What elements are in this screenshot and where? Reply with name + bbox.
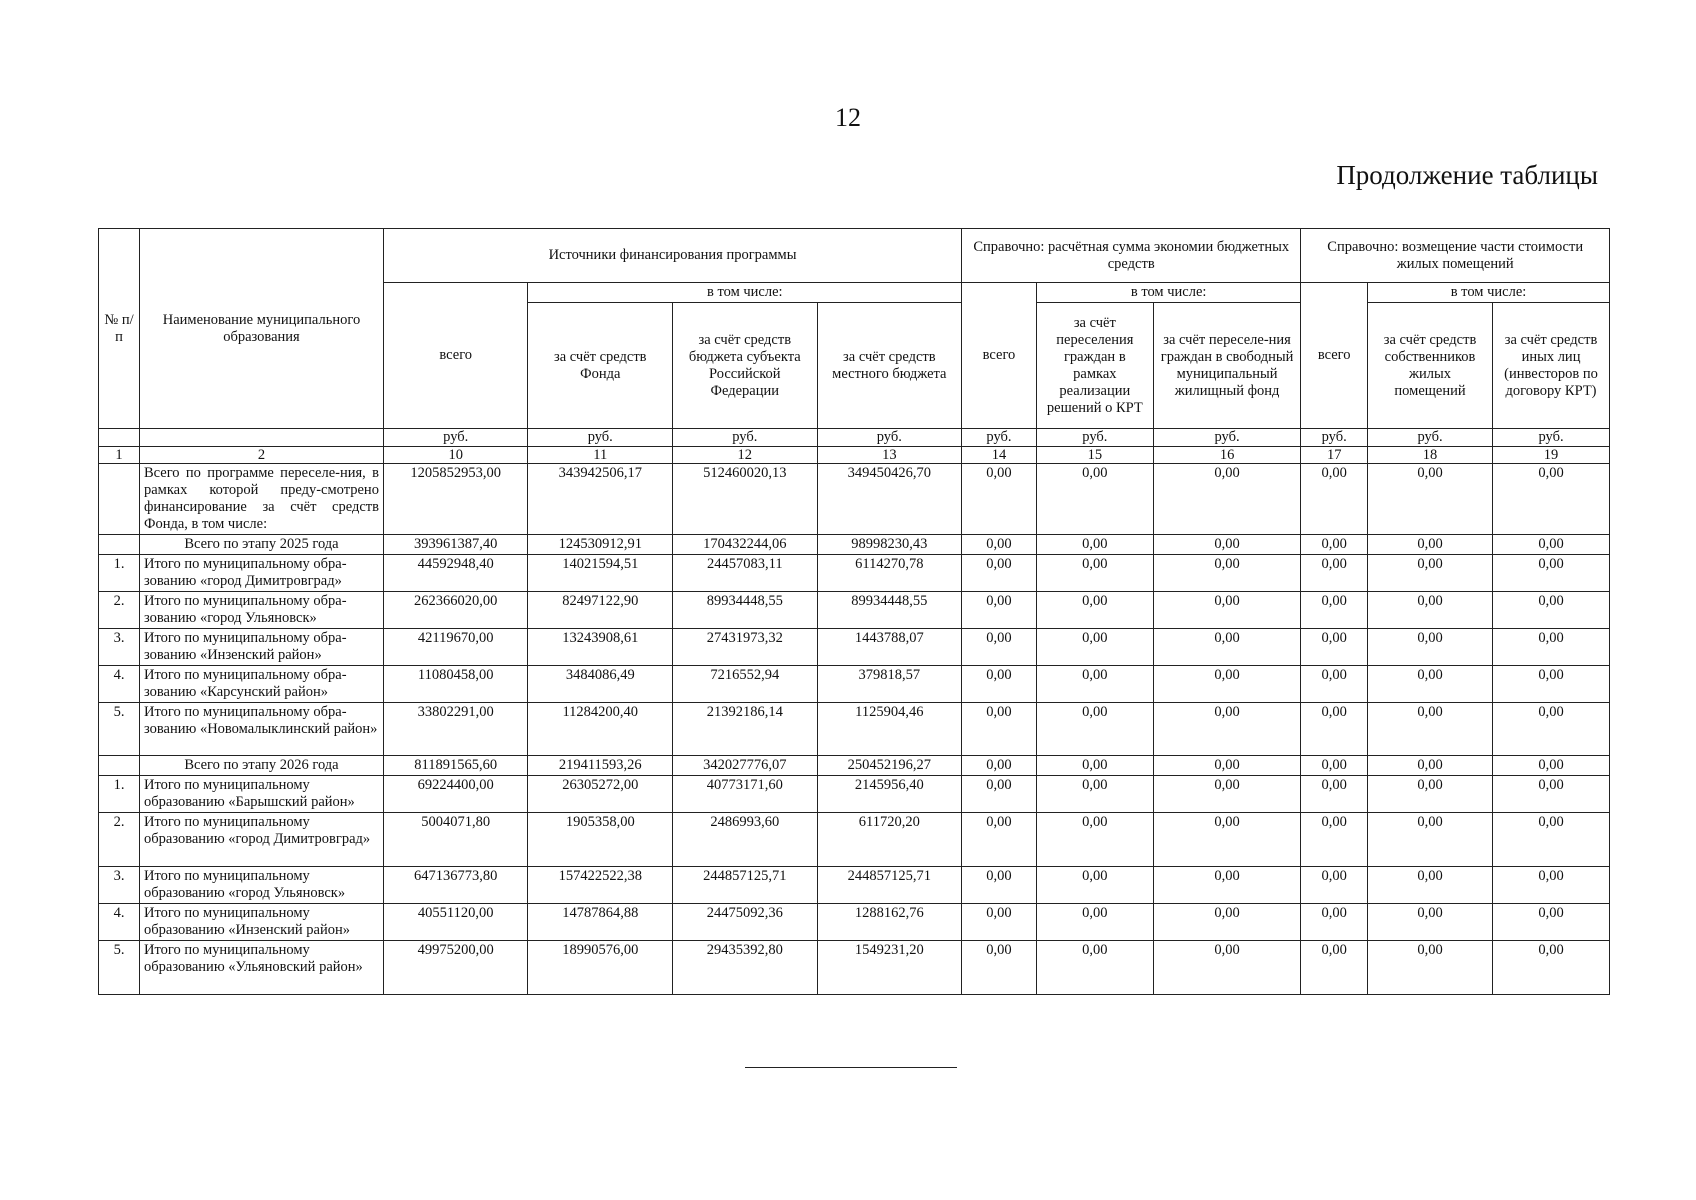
value-cell: 0,00 bbox=[1368, 555, 1493, 592]
value-cell: 0,00 bbox=[962, 756, 1037, 776]
value-cell: 0,00 bbox=[1153, 904, 1301, 941]
value-cell: 0,00 bbox=[1036, 703, 1153, 756]
value-cell: 379818,57 bbox=[817, 666, 962, 703]
unit-label: руб. bbox=[1301, 429, 1368, 447]
municipality-name: Итого по муниципальному обра-зованию «город Ульяновск» bbox=[140, 592, 384, 629]
row-number: 5. bbox=[99, 941, 140, 995]
value-cell: 29435392,80 bbox=[673, 941, 818, 995]
value-cell: 26305272,00 bbox=[528, 776, 673, 813]
value-cell: 0,00 bbox=[1301, 756, 1368, 776]
value-cell: 0,00 bbox=[1368, 776, 1493, 813]
value-cell: 170432244,06 bbox=[673, 535, 818, 555]
value-cell: 0,00 bbox=[1301, 703, 1368, 756]
value-cell: 0,00 bbox=[1493, 776, 1610, 813]
value-cell: 0,00 bbox=[1493, 535, 1610, 555]
header-resettlement-free-fund: за счёт переселе-ния граждан в свободный муниципальный жилищный фонд bbox=[1153, 303, 1301, 429]
continuation-title: Продолжение таблицы bbox=[1336, 160, 1598, 190]
value-cell: 11284200,40 bbox=[528, 703, 673, 756]
unit-label: руб. bbox=[528, 429, 673, 447]
value-cell: 250452196,27 bbox=[817, 756, 962, 776]
column-number: 13 bbox=[817, 447, 962, 464]
value-cell: 11080458,00 bbox=[383, 666, 528, 703]
value-cell: 1549231,20 bbox=[817, 941, 962, 995]
table-row bbox=[99, 535, 1610, 555]
municipality-name: Итого по муниципальному образованию «Ульяновский район» bbox=[140, 941, 384, 995]
value-cell: 0,00 bbox=[1493, 464, 1610, 535]
header-resettlement-krt: за счёт переселения граждан в рамках реализации решений о КРТ bbox=[1036, 303, 1153, 429]
value-cell: 124530912,91 bbox=[528, 535, 673, 555]
value-cell: 0,00 bbox=[1368, 813, 1493, 867]
table-row bbox=[99, 703, 1610, 756]
unit-label: руб. bbox=[1493, 429, 1610, 447]
table-row bbox=[99, 776, 1610, 813]
row-number: 5. bbox=[99, 703, 140, 756]
value-cell: 0,00 bbox=[1036, 464, 1153, 535]
value-cell: 0,00 bbox=[962, 904, 1037, 941]
row-number: 1. bbox=[99, 555, 140, 592]
value-cell: 89934448,55 bbox=[817, 592, 962, 629]
row-number: 3. bbox=[99, 867, 140, 904]
column-number: 2 bbox=[140, 447, 384, 464]
value-cell: 7216552,94 bbox=[673, 666, 818, 703]
value-cell: 89934448,55 bbox=[673, 592, 818, 629]
value-cell: 343942506,17 bbox=[528, 464, 673, 535]
value-cell: 0,00 bbox=[962, 867, 1037, 904]
municipality-name: Итого по муниципальному обра-зованию «город Димитровград» bbox=[140, 555, 384, 592]
unit-label: руб. bbox=[817, 429, 962, 447]
value-cell: 0,00 bbox=[1368, 867, 1493, 904]
value-cell: 0,00 bbox=[1368, 464, 1493, 535]
value-cell: 1288162,76 bbox=[817, 904, 962, 941]
column-number: 14 bbox=[962, 447, 1037, 464]
value-cell: 0,00 bbox=[1493, 941, 1610, 995]
header-including: в том числе: bbox=[1036, 283, 1300, 303]
value-cell: 0,00 bbox=[1493, 703, 1610, 756]
column-number: 18 bbox=[1368, 447, 1493, 464]
header-including: в том числе: bbox=[1368, 283, 1610, 303]
value-cell: 244857125,71 bbox=[817, 867, 962, 904]
unit-label: руб. bbox=[1036, 429, 1153, 447]
column-number: 15 bbox=[1036, 447, 1153, 464]
value-cell: 0,00 bbox=[1153, 555, 1301, 592]
value-cell: 0,00 bbox=[1301, 904, 1368, 941]
value-cell: 0,00 bbox=[1301, 666, 1368, 703]
unit-label: руб. bbox=[962, 429, 1037, 447]
value-cell: 0,00 bbox=[1301, 776, 1368, 813]
value-cell: 0,00 bbox=[1153, 464, 1301, 535]
value-cell: 0,00 bbox=[1301, 464, 1368, 535]
value-cell: 5004071,80 bbox=[383, 813, 528, 867]
table-row bbox=[99, 904, 1610, 941]
table-row bbox=[99, 555, 1610, 592]
value-cell: 14021594,51 bbox=[528, 555, 673, 592]
value-cell: 0,00 bbox=[1036, 535, 1153, 555]
value-cell: 0,00 bbox=[1301, 555, 1368, 592]
column-number: 10 bbox=[383, 447, 528, 464]
column-number: 16 bbox=[1153, 447, 1301, 464]
value-cell: 0,00 bbox=[1036, 867, 1153, 904]
value-cell: 1443788,07 bbox=[817, 629, 962, 666]
table-row bbox=[99, 756, 1610, 776]
header-row-number: № п/п bbox=[99, 229, 140, 429]
value-cell: 0,00 bbox=[1493, 666, 1610, 703]
value-cell: 0,00 bbox=[1153, 941, 1301, 995]
value-cell: 1125904,46 bbox=[817, 703, 962, 756]
value-cell: 0,00 bbox=[1301, 592, 1368, 629]
value-cell: 27431973,32 bbox=[673, 629, 818, 666]
value-cell: 0,00 bbox=[1153, 703, 1301, 756]
header-reference-savings: Справочно: расчётная сумма экономии бюджетных средств bbox=[962, 229, 1301, 283]
value-cell: 2145956,40 bbox=[817, 776, 962, 813]
municipality-name: Всего по программе переселе-ния, в рамках которой преду-смотрено финансирование за счёт средств Фонда, в том числе: bbox=[140, 464, 384, 535]
value-cell: 0,00 bbox=[1036, 666, 1153, 703]
value-cell: 0,00 bbox=[1153, 666, 1301, 703]
value-cell: 0,00 bbox=[1153, 813, 1301, 867]
header-financing-sources: Источники финансирования программы bbox=[383, 229, 961, 283]
value-cell: 262366020,00 bbox=[383, 592, 528, 629]
value-cell: 0,00 bbox=[1036, 813, 1153, 867]
value-cell: 24457083,11 bbox=[673, 555, 818, 592]
row-number bbox=[99, 756, 140, 776]
value-cell: 0,00 bbox=[1368, 941, 1493, 995]
bottom-rule bbox=[745, 1067, 957, 1068]
value-cell: 0,00 bbox=[1368, 756, 1493, 776]
value-cell: 0,00 bbox=[1368, 703, 1493, 756]
row-number: 4. bbox=[99, 666, 140, 703]
value-cell: 1905358,00 bbox=[528, 813, 673, 867]
unit-spacer bbox=[140, 429, 384, 447]
value-cell: 0,00 bbox=[1153, 776, 1301, 813]
table-row bbox=[99, 813, 1610, 867]
municipality-name: Итого по муниципальному обра-зованию «Новомалыклинский район» bbox=[140, 703, 384, 756]
value-cell: 0,00 bbox=[1301, 941, 1368, 995]
header-total: всего bbox=[962, 283, 1037, 429]
value-cell: 0,00 bbox=[1368, 592, 1493, 629]
value-cell: 33802291,00 bbox=[383, 703, 528, 756]
value-cell: 42119670,00 bbox=[383, 629, 528, 666]
value-cell: 0,00 bbox=[1153, 629, 1301, 666]
value-cell: 811891565,60 bbox=[383, 756, 528, 776]
value-cell: 2486993,60 bbox=[673, 813, 818, 867]
value-cell: 0,00 bbox=[1368, 535, 1493, 555]
value-cell: 0,00 bbox=[1036, 904, 1153, 941]
value-cell: 98998230,43 bbox=[817, 535, 962, 555]
value-cell: 219411593,26 bbox=[528, 756, 673, 776]
table-row bbox=[99, 666, 1610, 703]
unit-label: руб. bbox=[673, 429, 818, 447]
header-owners-funds: за счёт средств собственников жилых помещений bbox=[1368, 303, 1493, 429]
value-cell: 0,00 bbox=[1493, 867, 1610, 904]
municipality-name: Всего по этапу 2026 года bbox=[140, 756, 384, 776]
unit-label: руб. bbox=[383, 429, 528, 447]
value-cell: 0,00 bbox=[962, 776, 1037, 813]
value-cell: 0,00 bbox=[1036, 941, 1153, 995]
value-cell: 244857125,71 bbox=[673, 867, 818, 904]
row-number: 1. bbox=[99, 776, 140, 813]
value-cell: 40773171,60 bbox=[673, 776, 818, 813]
value-cell: 0,00 bbox=[962, 555, 1037, 592]
header-local-budget: за счёт средств местного бюджета bbox=[817, 303, 962, 429]
value-cell: 6114270,78 bbox=[817, 555, 962, 592]
value-cell: 18990576,00 bbox=[528, 941, 673, 995]
value-cell: 0,00 bbox=[1368, 666, 1493, 703]
value-cell: 49975200,00 bbox=[383, 941, 528, 995]
value-cell: 0,00 bbox=[1153, 592, 1301, 629]
header-total: всего bbox=[1301, 283, 1368, 429]
value-cell: 0,00 bbox=[1301, 867, 1368, 904]
value-cell: 0,00 bbox=[1301, 813, 1368, 867]
value-cell: 0,00 bbox=[1493, 592, 1610, 629]
municipality-name: Итого по муниципальному образованию «город Димитровград» bbox=[140, 813, 384, 867]
row-number: 4. bbox=[99, 904, 140, 941]
unit-label: руб. bbox=[1153, 429, 1301, 447]
page-number: 12 bbox=[835, 103, 861, 132]
value-cell: 40551120,00 bbox=[383, 904, 528, 941]
value-cell: 0,00 bbox=[962, 666, 1037, 703]
row-number: 2. bbox=[99, 813, 140, 867]
value-cell: 0,00 bbox=[1036, 592, 1153, 629]
value-cell: 0,00 bbox=[1368, 904, 1493, 941]
value-cell: 157422522,38 bbox=[528, 867, 673, 904]
municipality-name: Всего по этапу 2025 года bbox=[140, 535, 384, 555]
table-row bbox=[99, 629, 1610, 666]
table-row bbox=[99, 592, 1610, 629]
value-cell: 0,00 bbox=[1301, 535, 1368, 555]
value-cell: 44592948,40 bbox=[383, 555, 528, 592]
value-cell: 0,00 bbox=[1036, 756, 1153, 776]
column-number: 12 bbox=[673, 447, 818, 464]
value-cell: 0,00 bbox=[962, 535, 1037, 555]
value-cell: 0,00 bbox=[1036, 555, 1153, 592]
value-cell: 0,00 bbox=[1036, 776, 1153, 813]
value-cell: 512460020,13 bbox=[673, 464, 818, 535]
value-cell: 1205852953,00 bbox=[383, 464, 528, 535]
column-number: 19 bbox=[1493, 447, 1610, 464]
row-number: 2. bbox=[99, 592, 140, 629]
row-number bbox=[99, 535, 140, 555]
column-number: 17 bbox=[1301, 447, 1368, 464]
municipality-name: Итого по муниципальному образованию «Барышский район» bbox=[140, 776, 384, 813]
value-cell: 0,00 bbox=[962, 464, 1037, 535]
value-cell: 342027776,07 bbox=[673, 756, 818, 776]
header-municipality-name: Наименование муниципального образования bbox=[140, 229, 384, 429]
row-number: 3. bbox=[99, 629, 140, 666]
value-cell: 0,00 bbox=[962, 941, 1037, 995]
table-row bbox=[99, 464, 1610, 535]
municipality-name: Итого по муниципальному образованию «Инзенский район» bbox=[140, 904, 384, 941]
value-cell: 69224400,00 bbox=[383, 776, 528, 813]
row-number bbox=[99, 464, 140, 535]
header-subject-budget: за счёт средств бюджета субъекта Российской Федерации bbox=[673, 303, 818, 429]
value-cell: 647136773,80 bbox=[383, 867, 528, 904]
value-cell: 24475092,36 bbox=[673, 904, 818, 941]
value-cell: 0,00 bbox=[1153, 867, 1301, 904]
table-row bbox=[99, 941, 1610, 995]
value-cell: 393961387,40 bbox=[383, 535, 528, 555]
financing-table bbox=[98, 228, 1610, 995]
value-cell: 0,00 bbox=[1301, 629, 1368, 666]
value-cell: 0,00 bbox=[962, 592, 1037, 629]
value-cell: 0,00 bbox=[962, 813, 1037, 867]
municipality-name: Итого по муниципальному обра-зованию «Инзенский район» bbox=[140, 629, 384, 666]
header-including: в том числе: bbox=[528, 283, 962, 303]
header-fund: за счёт средств Фонда bbox=[528, 303, 673, 429]
value-cell: 611720,20 bbox=[817, 813, 962, 867]
municipality-name: Итого по муниципальному образованию «город Ульяновск» bbox=[140, 867, 384, 904]
value-cell: 0,00 bbox=[962, 703, 1037, 756]
value-cell: 14787864,88 bbox=[528, 904, 673, 941]
header-other-persons: за счёт средств иных лиц (инвесторов по договору КРТ) bbox=[1493, 303, 1610, 429]
column-number: 11 bbox=[528, 447, 673, 464]
value-cell: 0,00 bbox=[1153, 756, 1301, 776]
value-cell: 3484086,49 bbox=[528, 666, 673, 703]
value-cell: 0,00 bbox=[1493, 756, 1610, 776]
unit-label: руб. bbox=[1368, 429, 1493, 447]
table-row bbox=[99, 867, 1610, 904]
header-reference-reimbursement: Справочно: возмещение части стоимости жилых помещений bbox=[1301, 229, 1610, 283]
value-cell: 0,00 bbox=[1153, 535, 1301, 555]
value-cell: 0,00 bbox=[962, 629, 1037, 666]
value-cell: 82497122,90 bbox=[528, 592, 673, 629]
table-body bbox=[99, 464, 1610, 995]
header-total: всего bbox=[383, 283, 528, 429]
municipality-name: Итого по муниципальному обра-зованию «Карсунский район» bbox=[140, 666, 384, 703]
value-cell: 0,00 bbox=[1493, 555, 1610, 592]
value-cell: 0,00 bbox=[1036, 629, 1153, 666]
value-cell: 0,00 bbox=[1493, 629, 1610, 666]
value-cell: 349450426,70 bbox=[817, 464, 962, 535]
unit-spacer bbox=[99, 429, 140, 447]
value-cell: 21392186,14 bbox=[673, 703, 818, 756]
value-cell: 0,00 bbox=[1493, 813, 1610, 867]
value-cell: 0,00 bbox=[1493, 904, 1610, 941]
value-cell: 0,00 bbox=[1368, 629, 1493, 666]
column-number: 1 bbox=[99, 447, 140, 464]
value-cell: 13243908,61 bbox=[528, 629, 673, 666]
